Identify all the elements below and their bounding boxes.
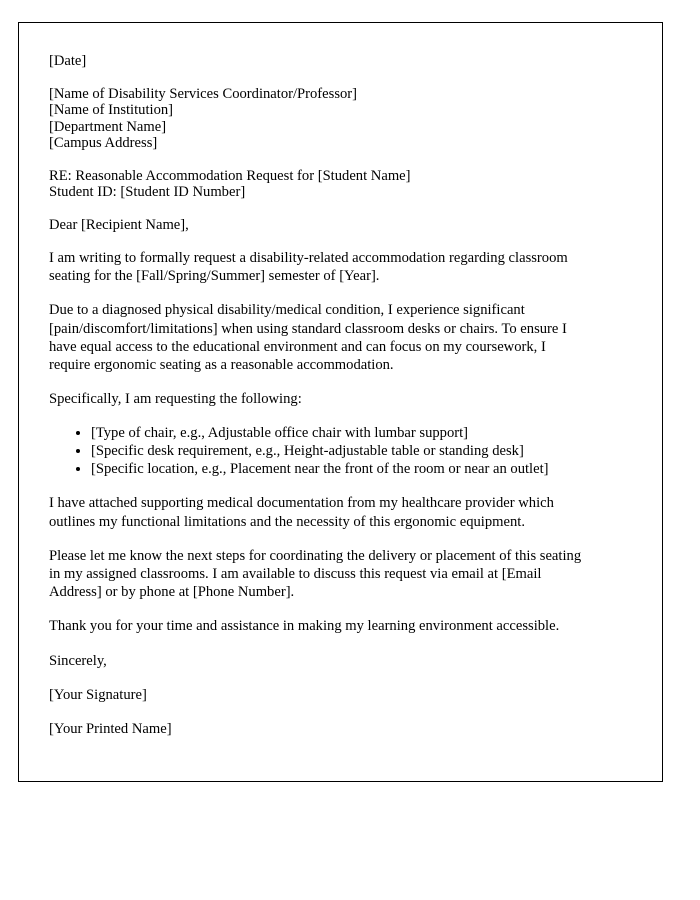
printed-name-placeholder: [Your Printed Name] (49, 721, 172, 738)
letter-frame (18, 22, 663, 782)
paragraph-thanks (49, 617, 622, 635)
subject-block (49, 168, 622, 201)
paragraph-3-line-1: Specifically, I am requesting the following: (49, 391, 302, 408)
paragraph-2-line-3: have equal access to the educational environment and can focus on my coursework, I (49, 338, 546, 355)
letter-body (19, 23, 662, 738)
recipient-line-3: [Department Name] (49, 118, 167, 135)
closing-block (49, 652, 622, 670)
subject-line: RE: Reasonable Accommodation Request for [Student Name] (49, 167, 411, 184)
salutation-line: Dear [Recipient Name], (49, 216, 189, 233)
paragraph-4-line-2: outlines my functional limitations and the necessity of this ergonomic equipment. (49, 513, 525, 530)
paragraph-documentation (49, 494, 622, 530)
paragraph-2-line-1: Due to a diagnosed physical disability/medical condition, I experience significant (49, 302, 525, 319)
paragraph-condition (49, 301, 622, 374)
recipient-line-2: [Name of Institution] (49, 102, 174, 118)
paragraph-1-line-2: seating for the [Fall/Spring/Summer] semester of [Year]. (49, 268, 380, 285)
signature-block (49, 686, 622, 704)
paragraph-1-line-1: I am writing to formally request a disability-related accommodation regarding classroom (49, 250, 568, 266)
date-line: [Date] (49, 53, 87, 69)
salutation-block (49, 217, 622, 234)
printed-name-block (49, 720, 622, 738)
paragraph-5-line-2: in my assigned classrooms. I am available to discuss this request via email at [Email (49, 566, 542, 583)
paragraph-5-line-3: Address] or by phone at [Phone Number]. (49, 584, 295, 601)
paragraph-next-steps (49, 547, 622, 602)
list-item: • [Type of chair, e.g., Adjustable office chair with lumbar support] (91, 424, 622, 442)
paragraph-4-line-1: I have attached supporting medical documentation from my healthcare provider which (49, 495, 554, 512)
request-items-list (49, 424, 622, 478)
paragraph-2-line-4: require ergonomic seating as a reasonable accommodation. (49, 357, 394, 374)
signature-placeholder: [Your Signature] (49, 686, 147, 703)
recipient-line-4: [Campus Address] (49, 135, 158, 151)
paragraph-request-intro (49, 249, 622, 285)
paragraph-5-line-1: Please let me know the next steps for coordinating the delivery or placement of this seating (49, 547, 582, 564)
date-block (49, 53, 622, 70)
paragraph-2-line-2: [pain/discomfort/limitations] when using standard classroom desks or chairs. To ensure I (49, 320, 567, 337)
recipient-block (49, 86, 622, 152)
paragraph-6-line-1: Thank you for your time and assistance in making my learning environment accessible. (49, 618, 560, 635)
list-item: • [Specific desk requirement, e.g., Height-adjustable table or standing desk] (91, 442, 622, 460)
list-item: • [Specific location, e.g., Placement near the front of the room or near an outlet] (91, 460, 622, 478)
recipient-line-1: [Name of Disability Services Coordinator/Professor] (49, 85, 358, 102)
paragraph-specific-intro (49, 390, 622, 408)
student-id-line: Student ID: [Student ID Number] (49, 184, 246, 200)
closing-line: Sincerely, (49, 652, 107, 669)
